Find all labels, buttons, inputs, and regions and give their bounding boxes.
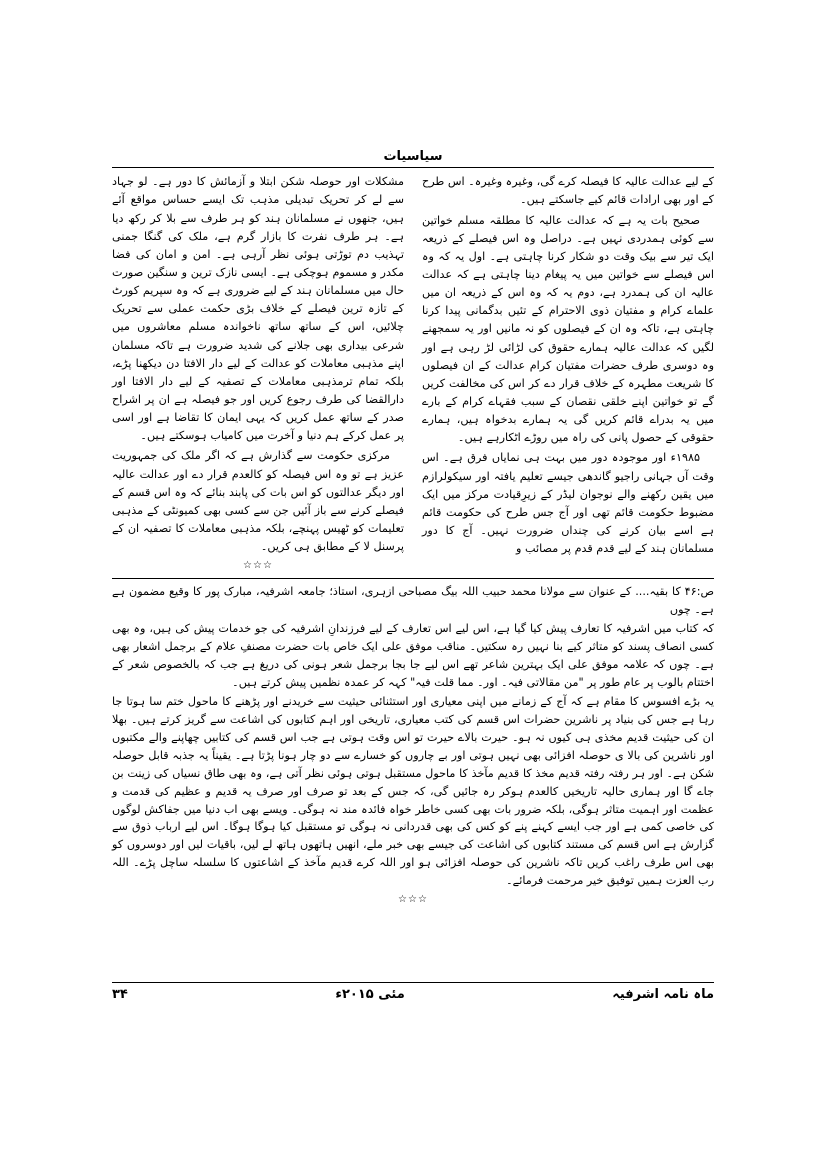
paragraph: صحیح بات یہ ہے کہ عدالت عالیہ کا مطلقہ مسلم خواتین سے کوئی ہمدردی نہیں ہے۔ دراصل وہ اس فیصلے کے ذریعہ ایک تیر سے بیک وقت دو شکار کرنا چاہتی ہے۔ اول یہ کہ وہ اس فیصلے سے خواتین میں یہ پیغام دینا چاہتی ہے کہ عدالت عالیہ ان کی ہمدرد ہے، دوم یہ کہ وہ اس کے ذریعہ ان میں علماے کرام و مفتیان ذوی الاحترام کے تئیں بدگمانی پیدا کرنا چاہتی ہے، تاکہ وہ ان کے فیصلوں کو نہ مانیں اور یہ سمجھنے لگیں کہ عدالت عالیہ ہمارے حقوق کی لڑائی لڑ رہی ہے اور وہ دوسری طرف حضرات مفتیان کرام عدالت کے ان فیصلوں کا شریعت مطہرہ کے خلاف قرار دے کر اس کی مخالفت کریں گے تو خواتین اپنے خلقی نقصان کے سبب فقہاے کرام کے بارے میں یہ بدراے قائم کریں گی یہ ہمارے بدخواہ ہیں، ہمارے حقوقی کے حصول پانی کی راہ میں روڑے اٹکارہے ہیں۔ (422, 213, 714, 445)
paragraph: ۱۹۸۵ء اور موجودہ دور میں بہت ہی نمایاں فرق ہے۔ اس وقت آں جہانی راجیو گاندھی جیسے تعلیم یافتہ اور سیکولرازم میں یقین رکھنے والے نوجوان لیڈر کے زیرِقیادت مرکز میں ایک مضبوط حکومت قائم تھی اور آج جس طرح کی حکومت قائم ہے اسے بیان کرنے کی چنداں ضرورت نہیں۔ آج کا دور مسلمانان ہند کے لیے قدم قدم پر مصائب و (422, 451, 714, 556)
page-sheet (112, 150, 714, 1002)
footer-page-number: ۳۴ (112, 987, 128, 1002)
paragraph: مشکلات اور حوصلہ شکن ابتلا و آزمائش کا دور ہے۔ لو جہاد سے لے کر تحریک تبدیلی مذہب تک ایسے حساس مواقع آئے ہیں، جنھوں نے مسلمانان ہند کو ہر طرف سے بلا کر رکھ دیا ہے۔ ہر طرف نفرت کا بازار گرم ہے، ملک کی گنگا جمنی تہذیب دم توڑتی ہوئی نظر آرہی ہے۔ امن و امان کی فضا مکدر و مسموم ہوچکی ہے۔ ایسی نازک ترین و سنگین صورت حال میں مسلمانان ہند کے لیے ضروری ہے کہ وہ سپریم کورٹ کے تازہ ترین فیصلے کے خلاف بڑی حکمت عملی سے تحریک چلائیں، اس کے ساتھ ساتھ ناخواندہ مسلم معاشروں میں شرعی بیداری بھی جلانے کی شدید ضرورت ہے تاکہ مسلمان اپنے مذہبی معاملات کو عدالت کے لیے دار الافتا دن دیکھنا پڑے، بلکہ تمام ترمذہبی معاملات کے تصفیہ کے لیے دار الافتا اور دارالقضا کی طرف رجوع کریں اور جو فیصلہ ہے ان پر اشراح صدر کے ساتھ عمل کریں کہ یہی ایمان کا تقاضا ہے اور اسی پر عمل کرکے ہم دنیا و آخرت میں کامیاب ہوسکتے ہیں۔ (112, 175, 404, 443)
page-spacer (112, 908, 714, 982)
section-divider-stars: ☆☆☆ (243, 560, 273, 572)
page-footer (112, 983, 714, 1002)
column-left (112, 173, 413, 574)
body-columns (112, 168, 714, 574)
review-paragraph: یہ بڑے افسوس کا مقام ہے کہ آج کے زمانے میں اپنی معیاری اور استثنائی حیثیت سے خریدنے اور پڑھنے کا ماحول ختم سا ہوتا جا رہا ہے جس کی بنیاد پر ناشرین حضرات اس قسم کی کتب معیاری، تاریخی اور اہم کتابوں کی اشاعت سے گریز کرتے ہیں۔ بھلا ان کی حیثیت قدیم مخذی ہی کیوں نہ ہو۔ حیرت بالاے حیرت تو اس وقت ہوتی ہے جب اس قسم کی کتابیں چھاپنے والے مکتبوں اور ناشرین کی بالا ی حوصلہ افزائی بھی نہیں ہوتی اور بے چاروں کو خسارے سے دو چار ہونا پڑتا ہے۔ یقیناً یہ جذبہ قابل حوصلہ شکن ہے۔ اور ہر رفتہ رفتہ قدیم مخذ کا قدیم مآخذ کا ماحول مستقبل ہوتی ہوئی نظر آتی ہے، وہ بھی طاق نسیاں کی زینت بن جاے گا اور ہماری حالیہ تاریخیں کالعدم ہوکر رہ جائیں گی، کہ جس کے بعد تو صرف اور صرف یہ قدیم و عظیم کی قدمت و عظمت اور اہمیت متاثر ہوگی، بلکہ ضرور بات بھی کسی خاطر خواہ فائدہ مند نہ ہوگی۔ ویسے بھی اب دنیا میں جفاکش لوگوں کی خاصی کمی ہے اور جب ایسے کہنے پنے کو کس کی بھی قدردانی نہ ہوگی تو مستقبل کیا ہوگا ہوگا۔ اس لیے ارباب ذوق سے گزارش ہے اس قسم کی مستند کتابوں کی اشاعت کی جیسے بھی خبر ملے، انھیں ہاتھوں ہاتھ لے لیں، باقیات لیں اور دوسروں کو بھی اس طرف راغب کریں تاکہ ناشرین کی حوصلہ افزائی ہو اور اللہ کرے قدیم مآخذ کے اشاعتوں کا سلسلہ ساچل پڑے۔ اللہ رب العزت ہمیں توفیق خیر مرحمت فرمائے۔ (112, 694, 714, 888)
footer-issue-date: مئی ۲۰۱۵ء (335, 987, 405, 1002)
running-head: سیاسیات (383, 149, 443, 164)
review-title-line: ص:۴۶ کا بقیہ.... کے عنوان سے مولانا محمد حبیب اللہ بیگ مصباحی ازہری، استاذ؛ جامعہ اشرفیہ، مبارک پور کا وقیع مضمون ہے ہے۔ چوں (112, 585, 714, 617)
paragraph: کے لیے عدالت عالیہ کا فیصلہ کرے گی، وغیرہ وغیرہ۔ اس طرح کے اور بھی ارادات قائم کیے جاسکتے ہیں۔ (422, 175, 714, 207)
column-right (413, 173, 714, 574)
review-end-stars: ☆☆☆ (398, 894, 428, 906)
footer-magazine-name: ماہ نامہ اشرفیہ (612, 987, 714, 1002)
review-paragraph: کہ کتاب میں اشرفیہ کا تعارف پیش کیا گیا ہے، اس لیے اس تعارف کے لیے فرزندانِ اشرفیہ کی جو خدمات پیش کی ہیں، وہ بھی کسی انصاف پسند کو متاثر کیے بنا نہیں رہ سکتیں۔ مناقب موفق علی ایک خاص بات حضرت مصنفِ علام کے برجمل اشعار بھی ہے۔ چوں کہ علامہ موفق علی ایک بہترین شاعر تھے اس لیے جا بجا برجمل شعر ہونی کی دریغ ہے جب کہ بالخصوص شعر کے اختتام بالوب پر عام طور پر "من مقالاتی فیہ۔ اور۔ مما قلت فیہ" کہہ کر عمدہ نظمیں پیش کرتے ہیں۔ (112, 622, 714, 690)
review-block (112, 579, 714, 908)
paragraph: مرکزی حکومت سے گذارش ہے کہ اگر ملک کی جمہوریت عزیز ہے تو وہ اس فیصلہ کو کالعدم قرار دے اور عدالت عالیہ اور دیگر عدالتوں کو اس بات کی پابند بنائے کہ وہ اس قسم کے فیصلے کرنے سے باز آئیں جن سے کسی بھی کمیونٹی کے مذہبی تعلیمات کو ٹھیس پہنچے، بلکہ مذہبی معاملات کا تصفیہ ان کے پرسنل لا کے مطابق ہی کریں۔ (112, 449, 404, 554)
